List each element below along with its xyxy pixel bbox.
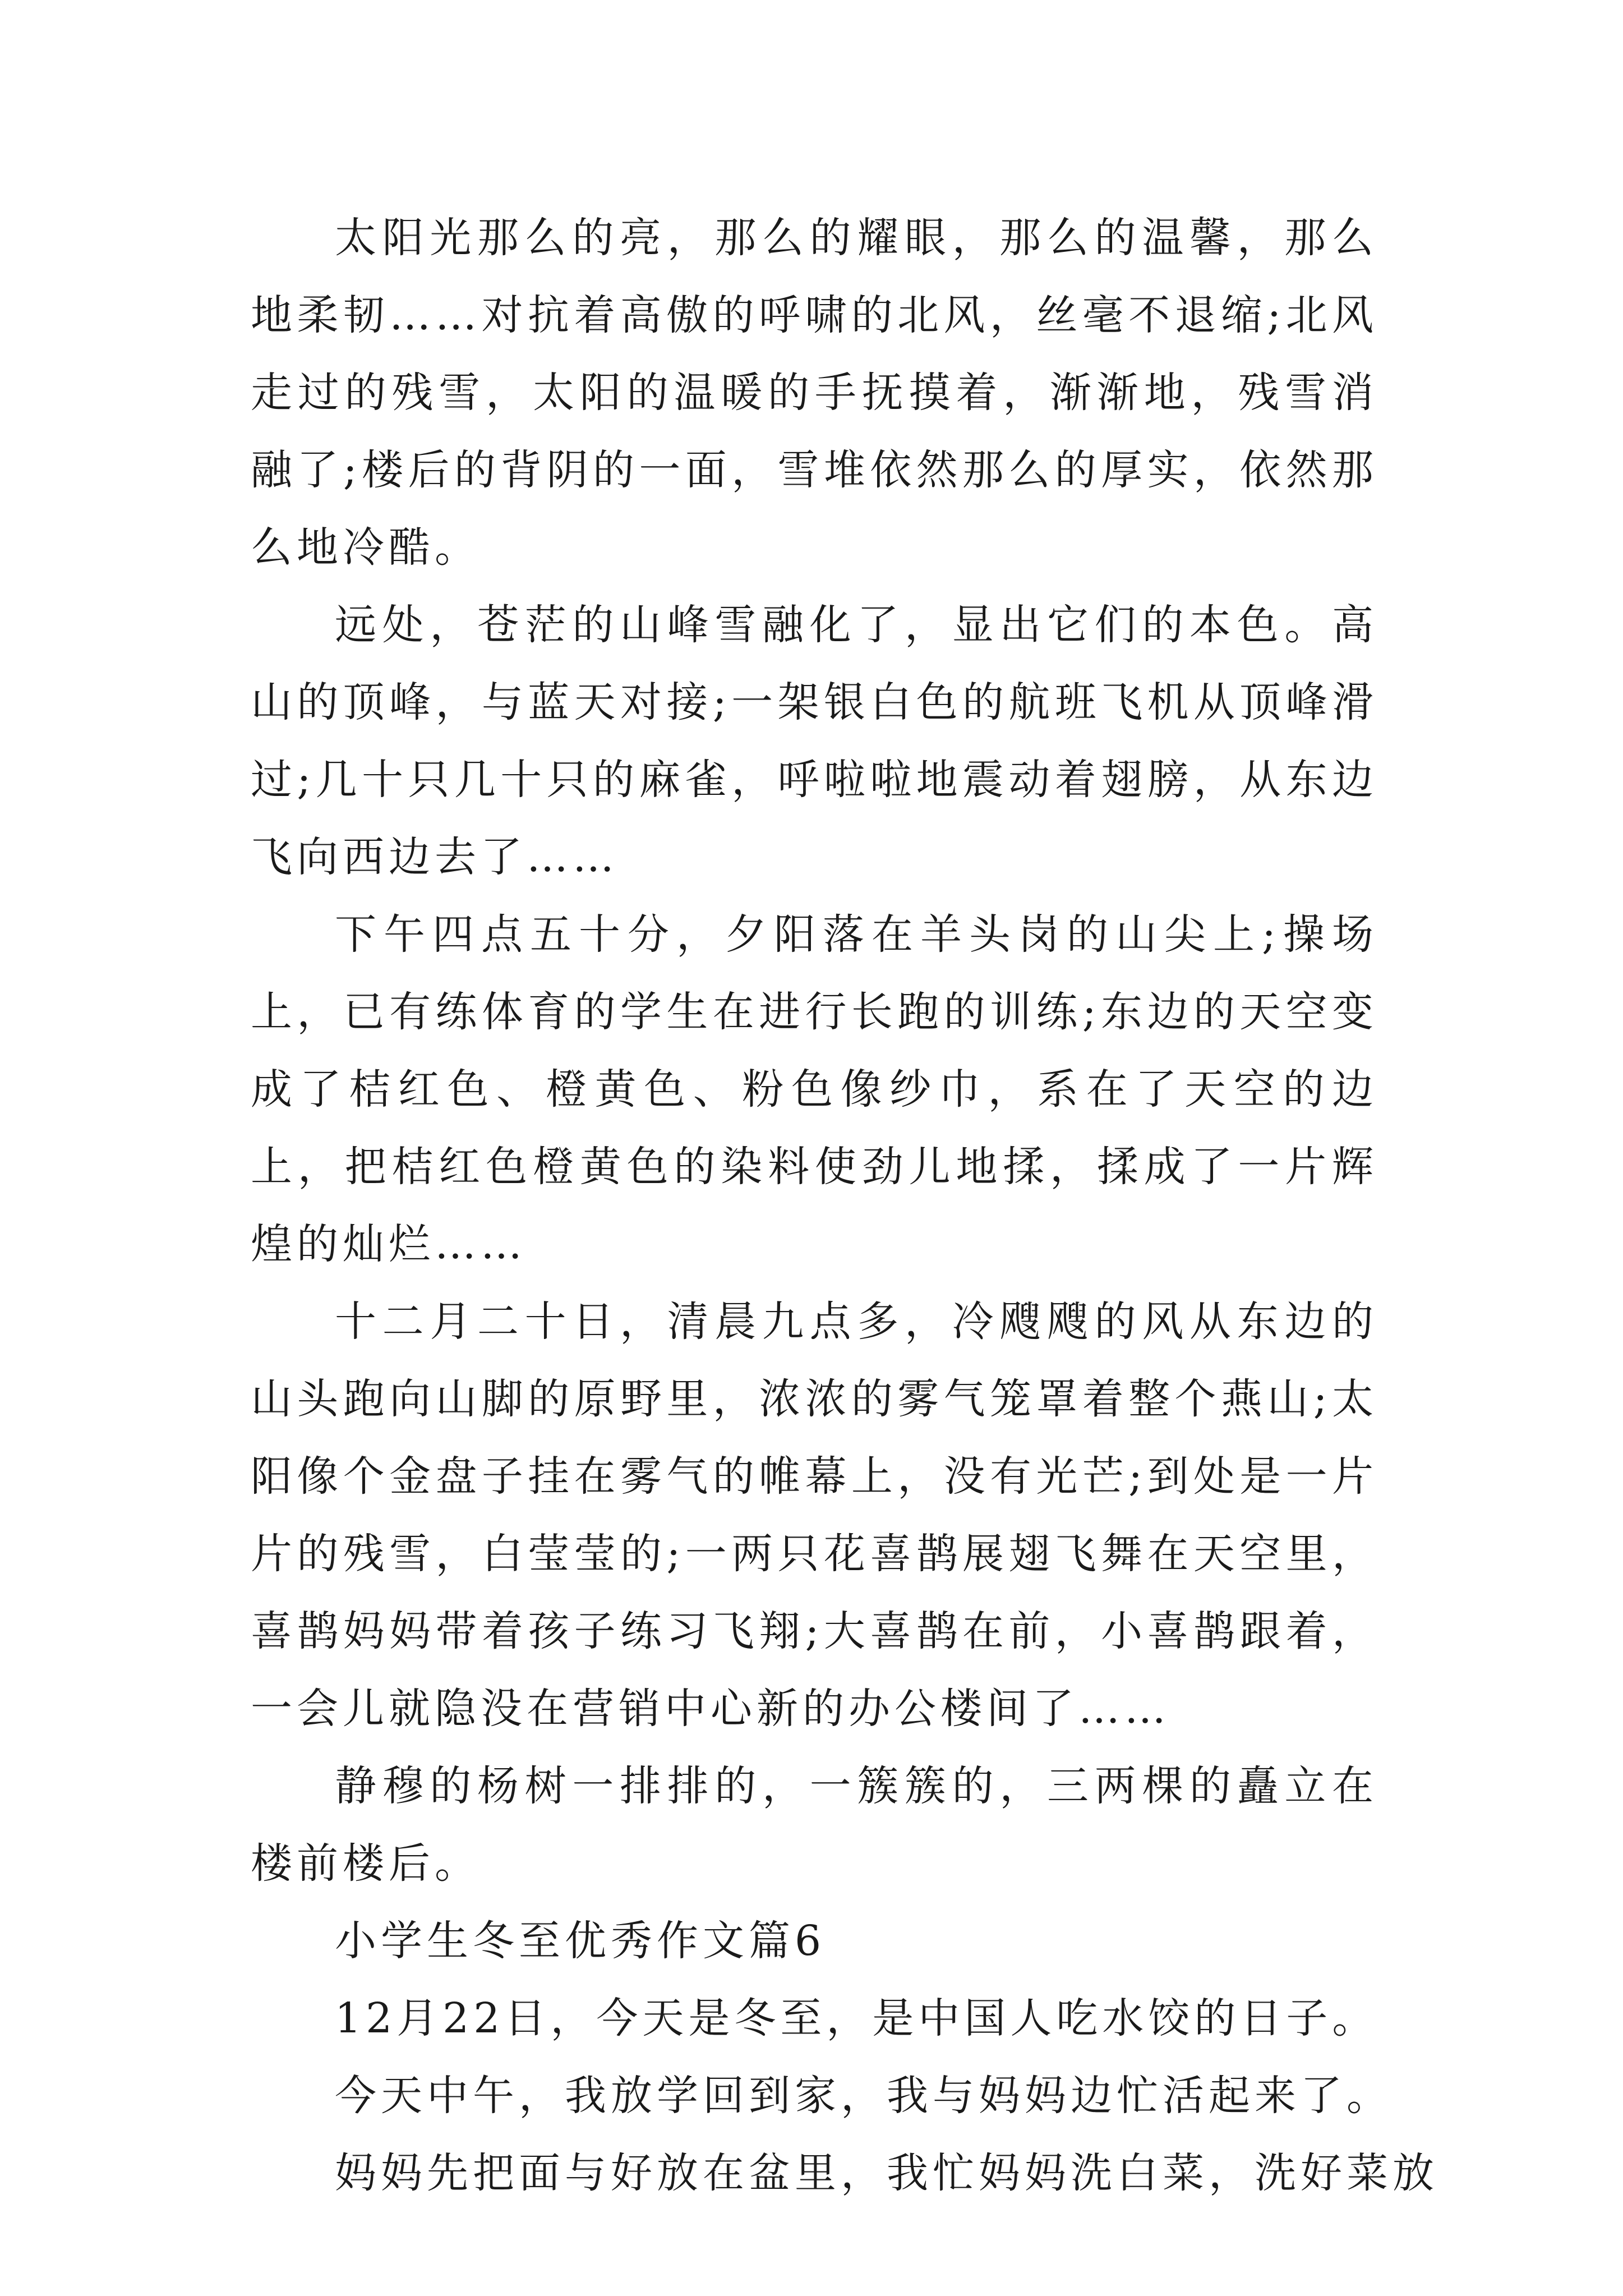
document-body xyxy=(251,199,1438,2212)
paragraph-december-morning: 十二月二十日，清晨九点多，冷飕飕的风从东边的山头跑向山脚的原野里，浓浓的雾气笼罩着整个燕山;太阳像个金盘子挂在雾气的帷幕上，没有光芒;到处是一片片的残雪，白莹莹的;一两只花喜鹊展翅飞舞在天空里，喜鹊妈妈带着孩子练习飞翔;大喜鹊在前，小喜鹊跟着，一会儿就隐没在营销中心新的办公楼间了…… xyxy=(251,1297,1378,1733)
section-line-dough: 妈妈先把面与好放在盆里，我忙妈妈洗白菜，洗好菜放 xyxy=(335,2149,1438,2197)
section-line-date: 12月22日，今天是冬至，是中国人吃水饺的日子。 xyxy=(335,1994,1378,2042)
section-line-noon: 今天中午，我放学回到家，我与妈妈边忙活起来了。 xyxy=(335,2072,1393,2120)
paragraph-afternoon-sunset: 下午四点五十分，夕阳落在羊头岗的山尖上;操场上，已有练体育的学生在进行长跑的训练;东边的天空变成了桔红色、橙黄色、粉色像纱巾，系在了天空的边上，把桔红色橙黄色的染料使劲儿地揉，揉成了一片辉煌的灿烂…… xyxy=(251,910,1378,1268)
paragraph-sunlight: 太阳光那么的亮，那么的耀眼，那么的温馨，那么地柔韧……对抗着高傲的呼啸的北风，丝毫不退缩;北风走过的残雪，太阳的温暖的手抚摸着，渐渐地，残雪消融了;楼后的背阴的一面，雪堆依然那么的厚实，依然那么地冷酷。 xyxy=(251,214,1378,572)
paragraph-distant-mountains: 远处，苍茫的山峰雪融化了，显出它们的本色。高山的顶峰，与蓝天对接;一架银白色的航班飞机从顶峰滑过;几十只几十只的麻雀，呼啦啦地震动着翅膀，从东边飞向西边去了…… xyxy=(251,601,1378,881)
paragraph-poplar-trees: 静穆的杨树一排排的，一簇簇的，三两棵的矗立在楼前楼后。 xyxy=(251,1762,1378,1888)
section-title: 小学生冬至优秀作文篇6 xyxy=(335,1917,826,1965)
